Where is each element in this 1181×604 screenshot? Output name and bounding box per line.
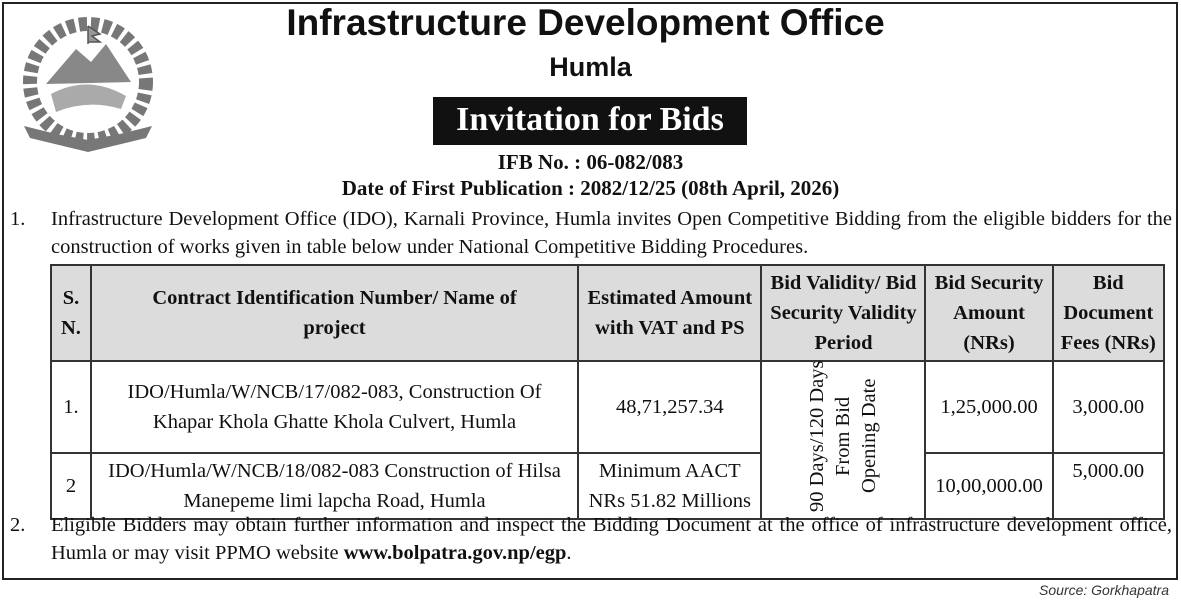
paragraph-number: 2.: [10, 514, 26, 536]
cell-amount: Minimum AACT NRs 51.82 Millions: [578, 453, 761, 519]
cell-sn: 1.: [51, 361, 91, 453]
cell-project: IDO/Humla/W/NCB/17/082-083, Construction Of Khapar Khola Ghatte Khola Culvert, Humla: [91, 361, 578, 453]
website-link[interactable]: www.bolpatra.gov.np/egp: [343, 542, 567, 564]
cell-amount: 48,71,257.34: [578, 361, 761, 453]
header-validity: Bid Validity/ Bid Security Validity Period: [761, 265, 925, 361]
office-title: Infrastructure Development Office: [286, 2, 885, 43]
paragraph-end: .: [566, 542, 572, 564]
cell-sn: 2: [51, 453, 91, 519]
district-title: Humla: [549, 52, 632, 82]
paragraph-1: [10, 205, 1172, 261]
header-project: Contract Identification Number/ Name of project: [91, 265, 578, 361]
paragraph-text: [51, 511, 1172, 567]
cell-validity: [761, 361, 925, 519]
header-sn: S. N.: [51, 265, 91, 361]
header-security: Bid Security Amount (NRs): [925, 265, 1052, 361]
cell-fees: 3,000.00: [1053, 361, 1164, 453]
publication-date: Date of First Publication : 2082/12/25 (08th April, 2026): [341, 176, 840, 200]
header-fees: Bid Document Fees (NRs): [1053, 265, 1164, 361]
cell-fees: 5,000.00: [1053, 453, 1164, 519]
cell-security: 10,00,000.00: [925, 453, 1052, 519]
source-credit: Source: Gorkhapatra: [1039, 582, 1169, 598]
validity-text: 90 Days/120 Days From Bid Opening Date: [806, 359, 881, 512]
notice-title: Invitation for Bids: [433, 97, 747, 145]
paragraph-2: [10, 511, 1172, 567]
table-row: [51, 453, 1164, 519]
bids-table: [50, 264, 1165, 520]
table-header-row: [51, 265, 1164, 361]
table-row: [51, 361, 1164, 453]
cell-security: 1,25,000.00: [925, 361, 1052, 453]
paragraph-body: Eligible Bidders may obtain further information and inspect the Bidding Document at the office of infrastructure development office, Humla or may visit PPMO website: [51, 514, 1172, 564]
paragraph-text: Infrastructure Development Office (IDO), Karnali Province, Humla invites Open Competitive Bidding from the eligible bidders for the construction of works given in table below under National Competitive Bidding Procedures.: [51, 208, 1172, 258]
header-amount: Estimated Amount with VAT and PS: [578, 265, 761, 361]
ifb-number: IFB No. : 06-082/083: [497, 150, 684, 174]
cell-project: IDO/Humla/W/NCB/18/082-083 Construction of Hilsa Manepeme limi lapcha Road, Humla: [91, 453, 578, 519]
paragraph-number: 1.: [10, 208, 26, 230]
